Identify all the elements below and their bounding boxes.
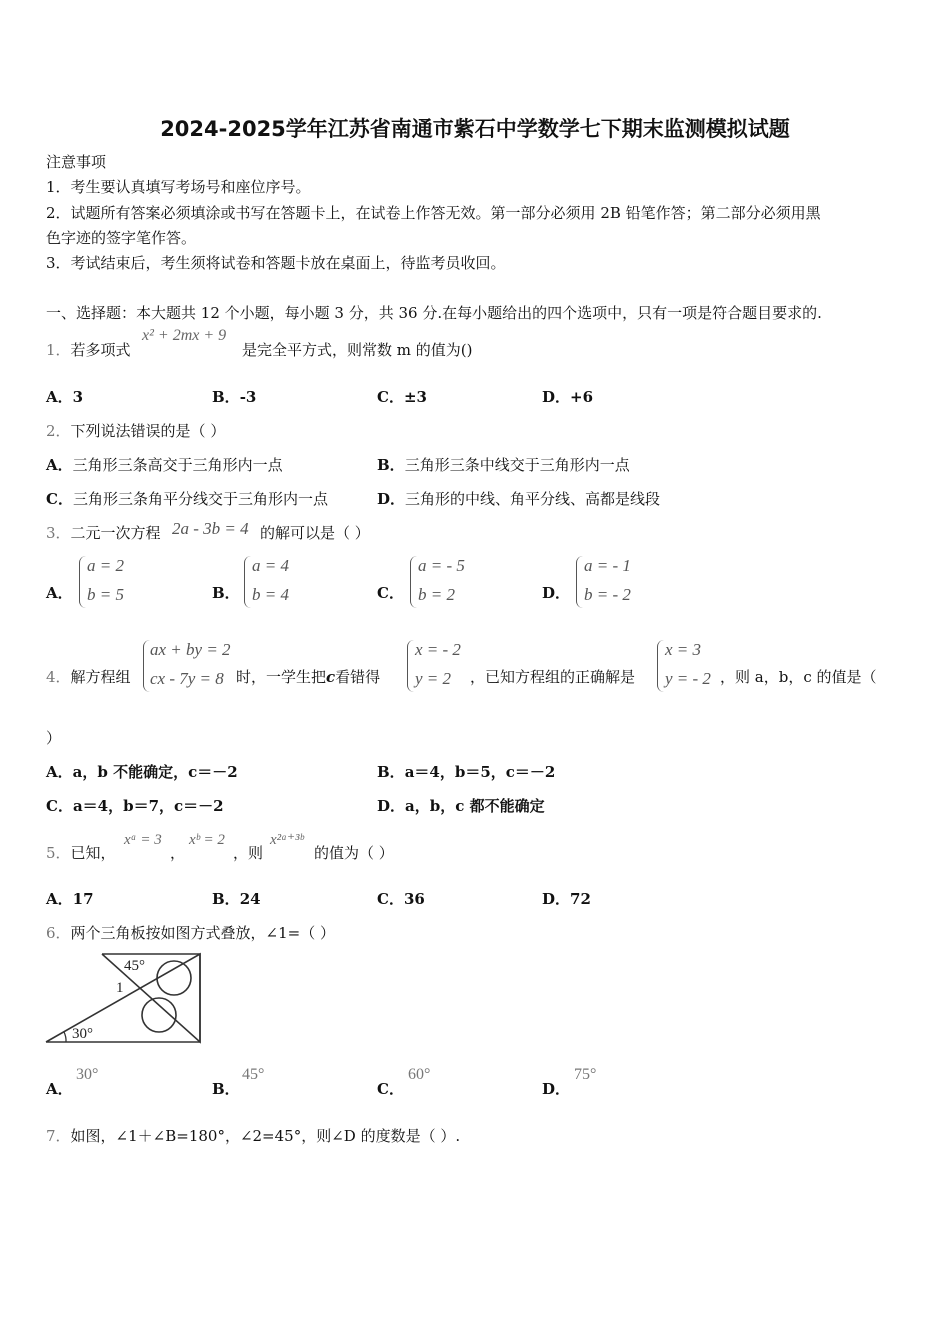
question-number: 1． <box>46 341 71 359</box>
section-heading: 一、选择题：本大题共 12 个小题，每小题 3 分，共 36 分.在每小题给出的四个选项中，只有一项是符合题目要求的. <box>46 304 822 322</box>
system-line: a = 4 <box>252 556 289 575</box>
brace <box>143 640 150 692</box>
brace <box>79 556 86 608</box>
option-a-label: A． <box>46 584 73 602</box>
math-expression: x²ᵃ⁺³ᵇ <box>270 832 304 848</box>
option-a-label: A． <box>46 1080 73 1098</box>
option-a-value: 30° <box>76 1066 99 1083</box>
system-line: a = - 5 <box>418 556 465 575</box>
brace <box>407 640 414 692</box>
option-b: B．-3 <box>212 388 257 406</box>
option-d-value: 75° <box>574 1066 597 1083</box>
math-expression: 2a - 3b = 4 <box>172 519 249 538</box>
system-line: a = 2 <box>87 556 124 575</box>
system-line: b = 2 <box>418 585 455 604</box>
question-text: ） <box>46 729 62 747</box>
option-b-label: B． <box>212 584 240 602</box>
option-d-label: D． <box>542 1080 571 1098</box>
question-text: 的值为（ ） <box>314 844 394 862</box>
math-expression: xᵃ = 3 <box>124 832 162 848</box>
option-c-label: C． <box>377 584 404 602</box>
system-line: b = - 2 <box>584 585 631 604</box>
triangle-30 <box>46 954 200 1042</box>
system-line: x = 3 <box>665 640 702 659</box>
question-text: ，则 <box>233 844 264 862</box>
question-1 <box>46 339 131 360</box>
option-c: C．36 <box>377 890 425 908</box>
system-line: x = - 2 <box>415 640 461 659</box>
question-text: ，已知方程组的正确解是 <box>470 668 636 686</box>
angle-1-label: 1 <box>116 980 124 996</box>
option-a: A．17 <box>46 890 94 908</box>
brace <box>576 556 583 608</box>
system-line: ax + by = 2 <box>150 640 231 659</box>
question-text: 是完全平方式，则常数 m 的值为() <box>242 341 473 359</box>
option-d: D．a，b，c 都不能确定 <box>377 797 545 815</box>
math-expression: x² + 2mx + 9 <box>142 327 227 344</box>
notice-heading: 注意事项 <box>46 153 107 171</box>
question-3: 3．二元一次方程 <box>46 524 161 542</box>
system-line: y = 2 <box>415 669 452 688</box>
notice-item: 色字迹的签字笔作答。 <box>46 229 197 247</box>
question-text: 时，一学生把c看错得 <box>236 668 381 686</box>
angle-45-label: 45° <box>124 958 145 974</box>
system-line: cx - 7y = 8 <box>150 669 224 688</box>
triangle-45 <box>102 954 200 1042</box>
brace <box>244 556 251 608</box>
option-b-value: 45° <box>242 1066 265 1083</box>
option-b: B．三角形三条中线交于三角形内一点 <box>377 456 630 474</box>
option-a: A．a，b 不能确定，c＝－2 <box>46 763 238 781</box>
question-4: 4．解方程组 <box>46 668 131 686</box>
separator: ， <box>170 844 186 862</box>
notice-item: 2．试题所有答案必须填涂或书写在答题卡上，在试卷上作答无效。第一部分必须用 2B 铅笔作答；第二部分必须用黑 <box>46 204 821 222</box>
system-line: b = 4 <box>252 585 289 604</box>
option-c: C．±3 <box>377 388 427 406</box>
question-2: 2．下列说法错误的是（ ） <box>46 422 226 440</box>
option-b: B．24 <box>212 890 261 908</box>
option-c: C．三角形三条角平分线交于三角形内一点 <box>46 490 328 508</box>
option-d: D．+6 <box>542 388 594 406</box>
option-c: C．a＝4，b＝7，c＝－2 <box>46 797 224 815</box>
option-a: A．三角形三条高交于三角形内一点 <box>46 456 283 474</box>
angle-30-label: 30° <box>72 1026 93 1042</box>
math-expression: xᵇ = 2 <box>189 832 225 848</box>
triangle-figure <box>44 950 206 1046</box>
option-d: D．72 <box>542 890 591 908</box>
option-c-value: 60° <box>408 1066 431 1083</box>
question-7: 7．如图，∠1＋∠B=180°，∠2=45°，则∠D 的度数是（ ）. <box>46 1127 461 1145</box>
option-d-label: D． <box>542 584 571 602</box>
page-title: 2024-2025学年江苏省南通市紫石中学数学七下期末监测模拟试题 <box>160 117 790 141</box>
notice-item: 3．考试结束后，考生须将试卷和答题卡放在桌面上，待监考员收回。 <box>46 254 506 272</box>
question-text: ，则 a，b，c 的值是（ <box>720 668 877 686</box>
option-b: B．a＝4，b＝5，c＝－2 <box>377 763 556 781</box>
system-line: a = - 1 <box>584 556 631 575</box>
option-a: A．3 <box>46 388 84 406</box>
question-6: 6．两个三角板按如图方式叠放，∠1=（ ） <box>46 924 335 942</box>
question-text: 的解可以是（ ） <box>260 524 370 542</box>
question-5: 5．已知， <box>46 844 116 862</box>
brace <box>657 640 664 692</box>
brace <box>410 556 417 608</box>
notice-item: 1．考生要认真填写考场号和座位序号。 <box>46 178 311 196</box>
system-line: b = 5 <box>87 585 124 604</box>
question-text: 若多项式 <box>70 341 131 359</box>
circle-upper <box>157 961 191 995</box>
system-line: y = - 2 <box>665 669 711 688</box>
option-d: D．三角形的中线、角平分线、高都是线段 <box>377 490 661 508</box>
option-b-label: B． <box>212 1080 240 1098</box>
option-c-label: C． <box>377 1080 404 1098</box>
